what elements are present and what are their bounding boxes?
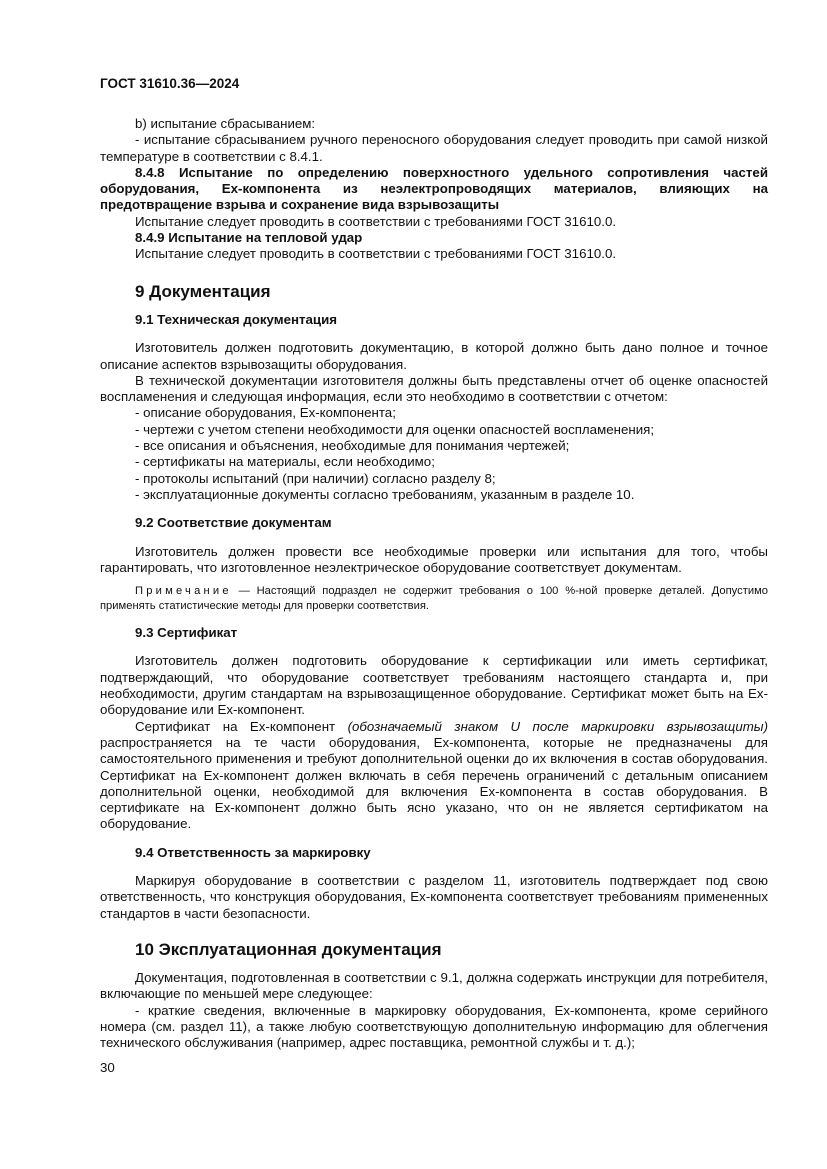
- paragraph-10-2: - краткие сведения, включенные в маркировку оборудования, Ex-компонента, кроме серийного номера (см. раздел 11), а также любую соответствующую дополнительную информацию для облегчения технического обслуживания (например, адрес поставщика, ремонтной службы и т. д.);: [100, 1002, 768, 1051]
- section-8-4-8-title: 8.4.8 Испытание по определению поверхностного удельного сопротивления частей оборудования, Ex-компонента из неэлектропроводящих материалов, влияющих на предотвращение взрыва и сохранение вида взрывозащиты: [100, 164, 768, 213]
- note-label: Примечание: [135, 585, 232, 598]
- list-item: - чертежи с учетом степени необходимости для оценки опасностей воспламенения;: [135, 421, 655, 437]
- document-header: ГОСТ 31610.36—2024: [100, 76, 240, 91]
- heading-9-1: 9.1 Техническая документация: [135, 311, 338, 327]
- note-text: — Настоящий подраздел не содержит требования о 100 %-ной проверке деталей. Допустимо применять статистические методы для проверки соответствия.: [100, 585, 768, 612]
- paragraph-10-1: Документация, подготовленная в соответствии с 9.1, должна содержать инструкции для потребителя, включающие по меньшей мере следующее:: [100, 970, 768, 1002]
- page-number: 30: [100, 1060, 115, 1075]
- section-8-4-9-title: 8.4.9 Испытание на тепловой удар: [135, 230, 363, 246]
- paragraph-9-4: Маркируя оборудование в соответствии с разделом 11, изготовитель подтверждает под свою ответственность, что конструкция оборудования, Ex-компонента соответствует требованиям примененных стандартов в части безопасности.: [100, 872, 768, 921]
- paragraph-9-1-1: Изготовитель должен подготовить документацию, в которой должно быть дано полное и точное описание аспектов взрывозащиты оборудования.: [100, 340, 768, 372]
- heading-section-9: 9 Документация: [135, 281, 271, 301]
- heading-section-10: 10 Эксплуатационная документация: [135, 939, 442, 959]
- paragraph-9-3-2-end: распространяется на те части оборудования, Ex-компонента, которые не предназначены для самостоятельного применения и требуют дополнительной оценки до их включения в состав оборудования. Сертификат на Ex-компонент должен включать в себя перечень ограничений с детальным описанием дополнительной оценки, необходимой для включения Ex-компонента в состав оборудования. В сертификате на Ex-компонент должно быть ясно указано, что он не является сертификатом на оборудование.: [100, 734, 768, 832]
- item-b: b) испытание сбрасыванием:: [135, 116, 316, 131]
- list-item: - описание оборудования, Ex-компонента;: [135, 405, 396, 421]
- paragraph-9-2: Изготовитель должен провести все необходимые проверки или испытания для того, чтобы гарантировать, что изготовленное неэлектрическое оборудование соответствует документам.: [100, 543, 768, 575]
- list-item: - все описания и объяснения, необходимые для понимания чертежей;: [135, 438, 570, 454]
- heading-9-4: 9.4 Ответственность за маркировку: [135, 844, 371, 860]
- paragraph-9-3-1: Изготовитель должен подготовить оборудование к сертификации или иметь сертификат, подтверждающий, что оборудование соответствует требованиям настоящего стандарта и, при необходимости, другим стандартам на взрывозащищенное оборудование. Сертификат может быть на Ex-оборудование или Ex-компонент.: [100, 653, 768, 718]
- paragraph-9-1-2: В технической документации изготовителя должны быть представлены отчет об оценке опасностей воспламенения и следующая информация, если это необходимо в соответствии с отчетом:: [100, 372, 768, 405]
- paragraph-9-3-2-italic: (обозначаемый знаком U после маркировки взрывозащиты): [347, 718, 769, 734]
- heading-9-2: 9.2 Соответствие документам: [135, 515, 332, 531]
- paragraph-9-3-2: [100, 719, 768, 833]
- note: [100, 584, 768, 613]
- heading-9-3: 9.3 Сертификат: [135, 625, 238, 641]
- list-item: - эксплуатационные документы согласно требованиям, указанным в разделе 10.: [135, 486, 635, 502]
- page-content: [100, 116, 768, 1052]
- item-b-text: - испытание сбрасыванием ручного переносного оборудования следует проводить при самой низкой температуре в соответствии с 8.4.1.: [100, 132, 768, 164]
- paragraph-9-3-2-start: Сертификат на Ex-компонент: [135, 718, 348, 734]
- list-item: - сертификаты на материалы, если необходимо;: [135, 454, 435, 470]
- section-8-4-8-text: Испытание следует проводить в соответствии с требованиями ГОСТ 31610.0.: [135, 213, 617, 229]
- section-8-4-9-text: Испытание следует проводить в соответствии с требованиями ГОСТ 31610.0.: [135, 246, 617, 262]
- list-item: - протоколы испытаний (при наличии) согласно разделу 8;: [135, 470, 496, 486]
